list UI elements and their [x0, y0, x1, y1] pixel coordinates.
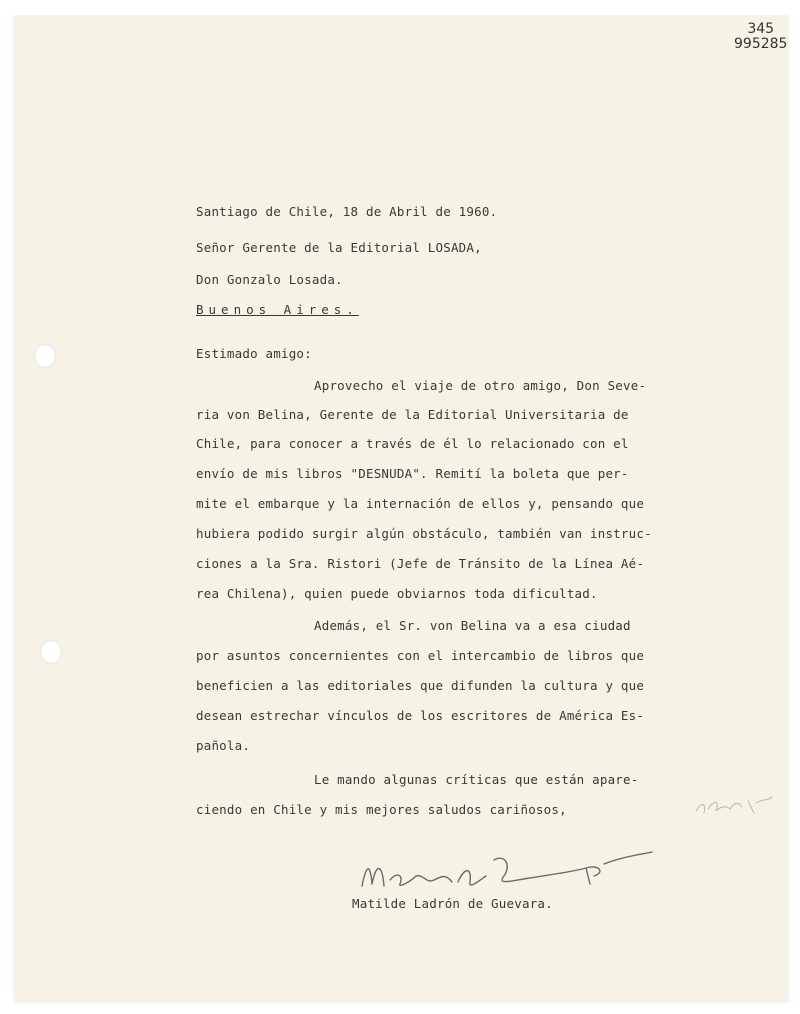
body-line-3: Chile, para conocer a través de él lo relacionado con el: [196, 436, 629, 451]
body-line-11: beneficien a las editoriales que difunden la cultura y que: [196, 678, 645, 693]
body-line-2: ria von Belina, Gerente de la Editorial Universitaria de: [196, 407, 629, 422]
reference-number-2: 995285: [734, 36, 788, 52]
archive-reference: [734, 22, 787, 52]
body-line-4: envío de mis libros "DESNUDA". Remití la boleta que per-: [196, 466, 629, 481]
recipient-line-1: Señor Gerente de la Editorial LOSADA,: [196, 240, 482, 255]
letter-date: Santiago de Chile, 18 de Abril de 1960.: [196, 204, 498, 219]
punch-hole-top: [34, 344, 56, 368]
body-line-9: Además, el Sr. von Belina va a esa ciudad: [314, 618, 631, 633]
body-line-14: Le mando algunas críticas que están apare-: [314, 772, 639, 787]
body-line-6: hubiera podido surgir algún obstáculo, también van instruc-: [196, 526, 652, 541]
salutation: Estimado amigo:: [196, 346, 312, 361]
margin-pencil-note: [694, 791, 774, 821]
body-line-8: rea Chilena), quien puede obviarnos toda dificultad.: [196, 586, 598, 601]
recipient-line-2: Don Gonzalo Losada.: [196, 272, 343, 287]
recipient-city: Buenos Aires.: [196, 302, 359, 317]
letter-page: [14, 16, 788, 1002]
body-line-7: ciones a la Sra. Ristori (Jefe de Tránsito de la Línea Aé-: [196, 556, 645, 571]
body-line-10: por asuntos concernientes con el intercambio de libros que: [196, 648, 645, 663]
body-line-15: ciendo en Chile y mis mejores saludos cariñosos,: [196, 802, 567, 817]
signature-name: Matilde Ladrón de Guevara.: [352, 896, 553, 911]
body-line-13: pañola.: [196, 738, 251, 753]
reference-number-1: 345: [747, 21, 775, 37]
body-line-12: desean estrechar vínculos de los escritores de América Es-: [196, 708, 645, 723]
body-line-1: Aprovecho el viaje de otro amigo, Don Seve-: [314, 378, 647, 393]
body-line-5: mite el embarque y la internación de ellos y, pensando que: [196, 496, 645, 511]
punch-hole-bottom: [40, 640, 62, 664]
